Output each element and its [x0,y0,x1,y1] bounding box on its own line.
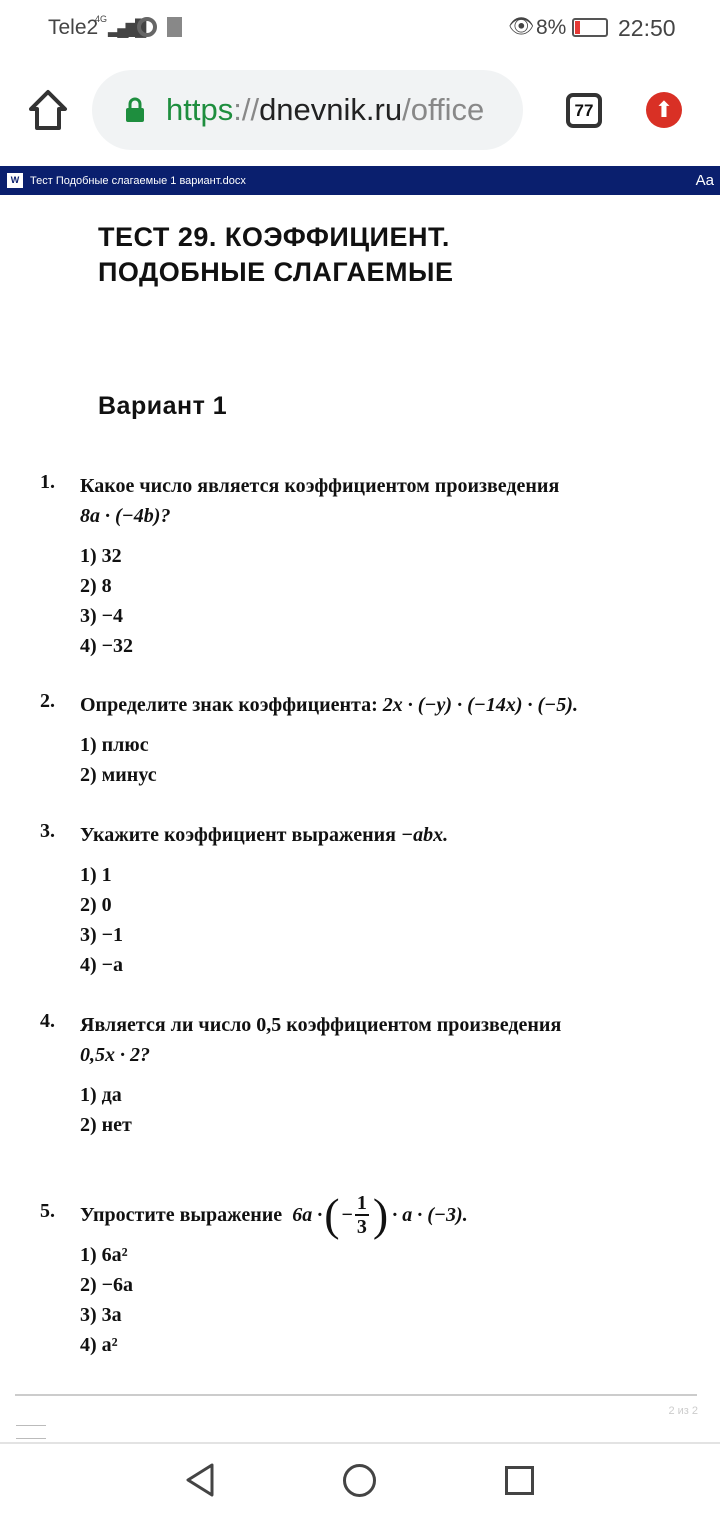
question-text: Укажите коэффициент выражения [80,824,397,846]
document-title-line2: ПОДОБНЫЕ СЛАГАЕМЫЕ [98,257,454,287]
question-text: Упростите выражение [80,1204,283,1226]
answer-option: 2) минус [80,764,157,786]
paren-left: ( [324,1189,340,1240]
question-expression: 0,5x · 2? [80,1044,150,1066]
answer-option: 2) 8 [80,575,112,597]
fraction-sign: − [341,1204,353,1226]
question-1 [40,471,682,661]
answer-option: 3) −4 [80,605,124,627]
home-nav-icon[interactable] [343,1464,376,1497]
answer-option: 2) нет [80,1114,132,1136]
battery-icon [572,18,608,37]
network-type: 4G [95,14,108,24]
answer-option: 3) 3a [80,1304,122,1326]
question-expression: 2x · (−y) · (−14x) · (−5). [382,694,578,716]
answer-option: 2) −6a [80,1274,134,1296]
answer-option: 2) 0 [80,894,112,916]
tab-switcher-button[interactable]: 77 [566,93,602,128]
answer-option: 1) плюс [80,734,149,756]
document-title-line1: ТЕСТ 29. КОЭФФИЦИЕНТ. [98,222,450,252]
navigation-bar [0,1442,720,1520]
document-header [0,166,720,195]
question-number: 5. [40,1200,55,1222]
fraction-numerator: 1 [356,1192,367,1214]
page-indicator: 2 из 2 [668,1405,698,1417]
page-thumbnail[interactable] [16,1425,46,1439]
battery-percent: 8% [536,16,567,39]
recents-icon[interactable] [505,1466,534,1495]
answer-option: 1) 1 [80,864,112,886]
question-text: Является ли число 0,5 коэффициентом произведения [80,1014,562,1036]
page-divider [15,1394,697,1396]
home-icon[interactable] [28,89,68,131]
sim-icon [167,17,182,37]
back-icon[interactable] [184,1462,216,1498]
answer-option: 1) да [80,1084,122,1106]
url-bar[interactable] [92,70,523,150]
lock-icon [124,97,146,123]
url-scheme: https [166,92,234,127]
question-3 [40,820,682,980]
question-2 [40,690,682,790]
question-expression-tail: · a · (−3). [392,1204,468,1226]
question-text: Какое число является коэффициентом произведения [80,475,560,497]
answer-option: 1) 6a² [80,1244,128,1266]
paren-right: ) [372,1189,389,1240]
carrier: Tele2 [48,16,99,39]
url-host: dnevnik.ru [259,92,403,127]
question-number: 3. [40,820,55,842]
question-expression: 6a · [292,1204,323,1226]
question-expression: 8a · (−4b)? [80,505,171,527]
update-icon[interactable]: ⬆ [646,92,682,128]
status-bar [0,0,720,56]
url-separator: :// [233,92,260,127]
signal-icon: ▂▄▆█ [108,20,144,37]
question-number: 1. [40,471,55,493]
browser-toolbar [0,56,720,166]
answer-option: 1) 32 [80,545,122,567]
url-path: /office [402,92,485,127]
question-expression: −abx. [401,824,449,846]
clock: 22:50 [618,15,676,41]
answer-option: 4) −32 [80,635,134,657]
answer-option: 3) −1 [80,924,124,946]
question-number: 4. [40,1010,55,1032]
fraction-denominator: 3 [356,1216,367,1238]
answer-option: 4) a² [80,1334,118,1356]
question-4 [40,1010,682,1140]
question-number: 2. [40,690,55,712]
fraction [355,1192,369,1238]
answer-option: 4) −a [80,954,124,976]
document-filename: Тест Подобные слагаемые 1 вариант.docx [30,174,246,187]
question-5 [40,1189,682,1360]
eye-comfort-icon: 👁 [508,15,535,38]
chrome-icon [137,17,157,37]
word-icon: W [7,173,23,188]
font-size-button[interactable]: Aa [695,172,714,189]
variant-heading: Вариант 1 [98,392,228,420]
question-text: Определите знак коэффициента: [80,694,378,716]
